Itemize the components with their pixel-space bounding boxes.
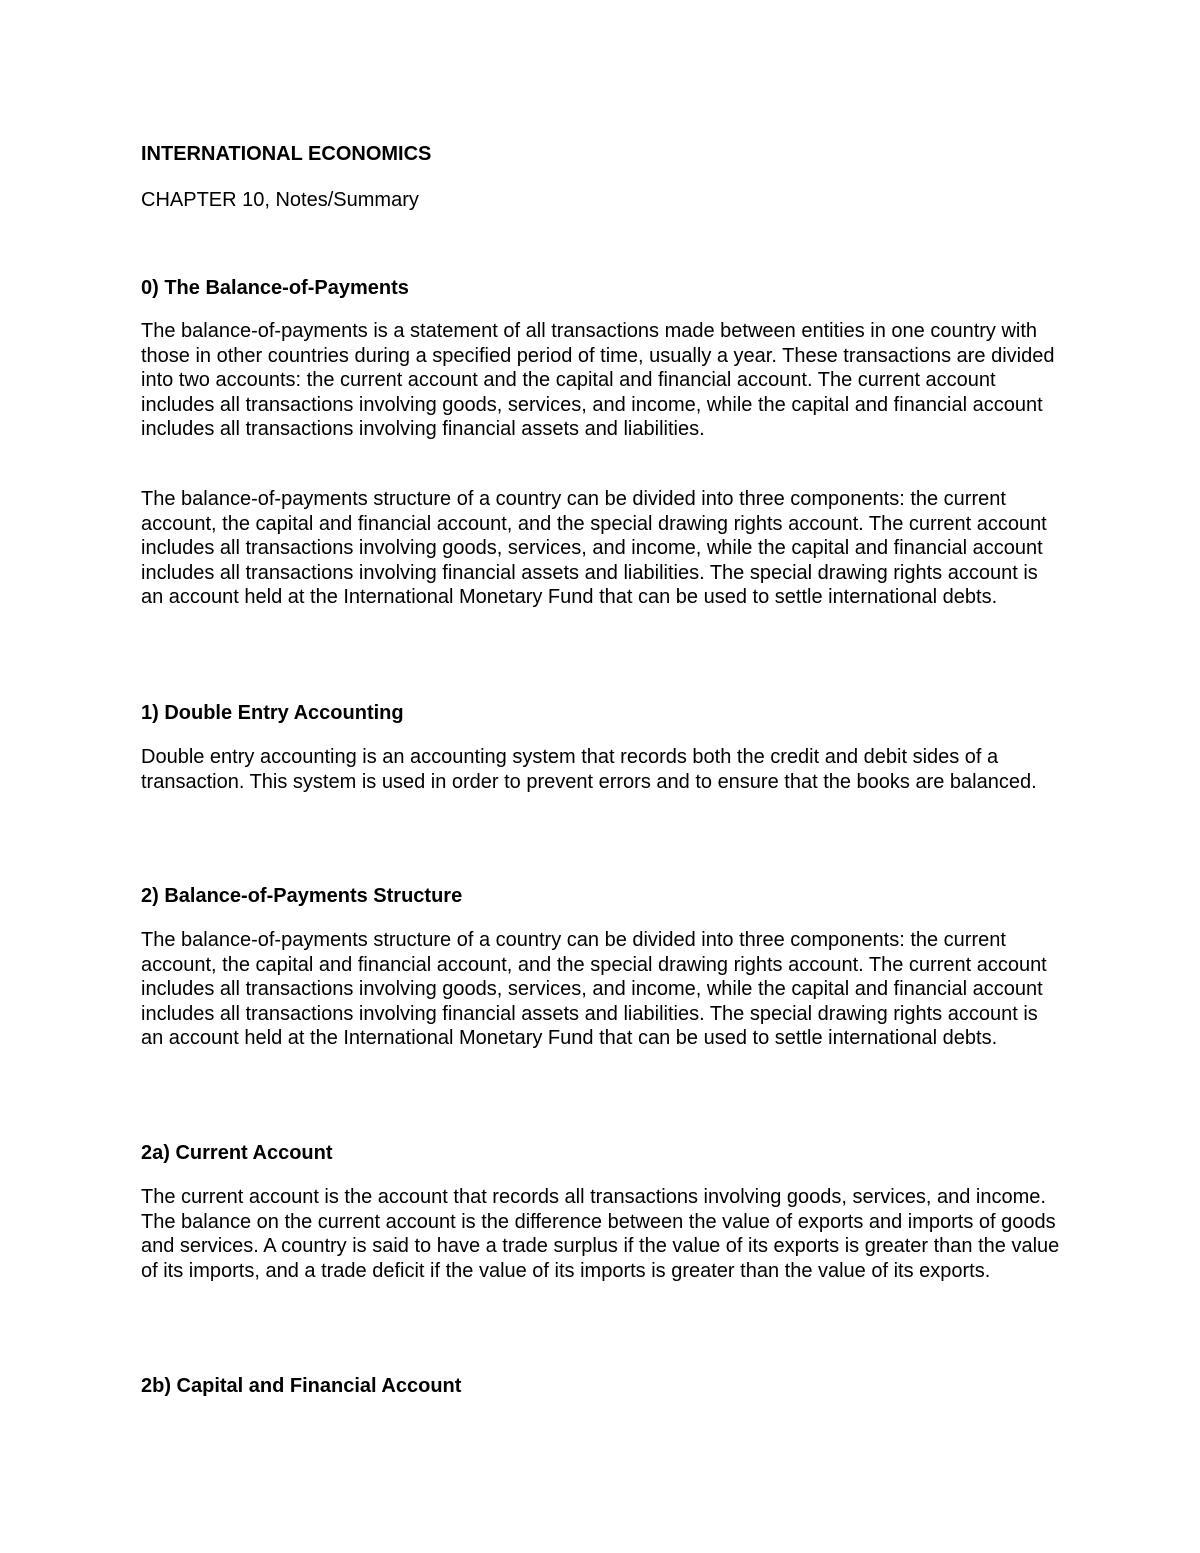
paragraph-balance-of-payments-definition: The balance-of-payments is a statement of all transactions made between entities in one country with those in other countries during a specified period of time, usually a year. These transactions are divided into two accounts: the current account and the capital and financial account. The current account includes all transactions involving goods, services, and income, while the capital and financial account includes all transactions involving financial assets and liabilities. [141, 320, 1055, 441]
paragraph-balance-of-payments-structure: The balance-of-payments structure of a country can be divided into three components: the current account, the capital and financial account, and the special drawing rights account. The current account includes all transactions involving goods, services, and income, while the capital and financial account includes all transactions involving financial assets and liabilities. The special drawing rights account is an account held at the International Monetary Fund that can be used to settle international debts. [141, 929, 1047, 1050]
document-subtitle: CHAPTER 10, Notes/Summary [141, 189, 419, 211]
section-heading-current-account: 2a) Current Account [141, 1142, 333, 1164]
document-title: INTERNATIONAL ECONOMICS [141, 143, 432, 165]
section-heading-balance-of-payments: 0) The Balance-of-Payments [141, 277, 409, 299]
paragraph-balance-of-payments-components: The balance-of-payments structure of a country can be divided into three components: the current account, the capital and financial account, and the special drawing rights account. The current account includes all transactions involving goods, services, and income, while the capital and financial account includes all transactions involving financial assets and liabilities. The special drawing rights account is an account held at the International Monetary Fund that can be used to settle international debts. [141, 488, 1047, 609]
section-heading-double-entry-accounting: 1) Double Entry Accounting [141, 702, 404, 724]
paragraph-current-account: The current account is the account that records all transactions involving goods, services, and income. The balance on the current account is the difference between the value of exports and imports of goods and services. A country is said to have a trade surplus if the value of its exports is greater than the value of its imports, and a trade deficit if the value of its imports is greater than the value of its exports. [141, 1186, 1060, 1282]
section-heading-balance-of-payments-structure: 2) Balance-of-Payments Structure [141, 885, 463, 907]
section-heading-capital-and-financial-account: 2b) Capital and Financial Account [141, 1375, 462, 1397]
paragraph-double-entry-accounting: Double entry accounting is an accounting system that records both the credit and debit sides of a transaction. This system is used in order to prevent errors and to ensure that the books are balanced. [141, 746, 1037, 793]
